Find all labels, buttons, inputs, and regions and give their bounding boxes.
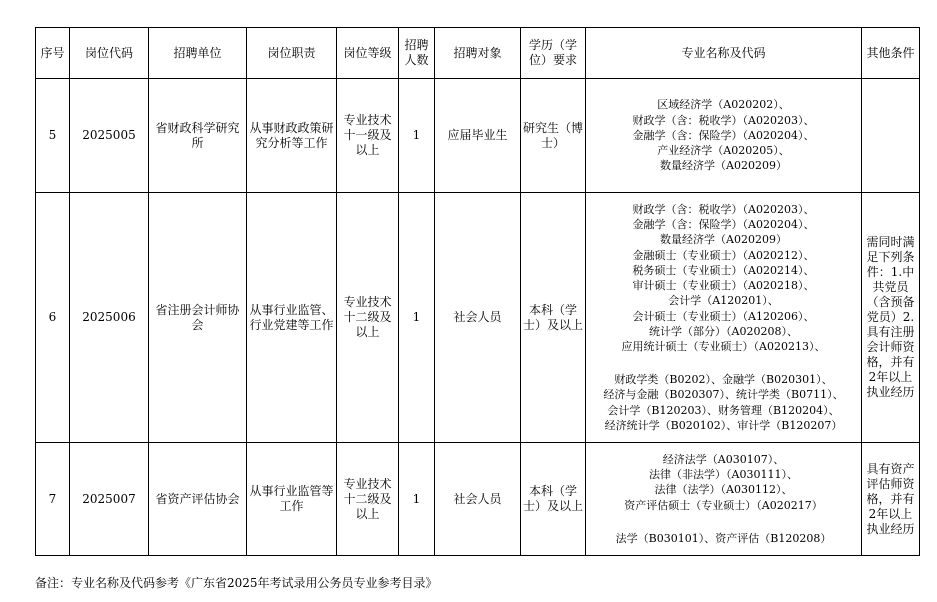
header-other: 其他条件	[862, 28, 920, 79]
major-item: 税务硕士（专业硕士）（A020214）、	[632, 263, 815, 277]
header-row	[36, 28, 920, 79]
major-item: 产业经济学（A020205）、	[657, 144, 790, 158]
cell-no: 5	[36, 79, 70, 193]
major-item: 会计硕士（专业硕士）（A120206）、	[632, 309, 815, 323]
cell-unit: 省注册会计师协会	[149, 193, 247, 443]
major-item: 会计学（A120201）、	[668, 294, 779, 308]
cell-target: 社会人员	[435, 193, 521, 443]
major-item: 审计硕士（专业硕士）（A020218）、	[632, 279, 815, 293]
cell-duty: 从事财政政策研究分析等工作	[247, 79, 337, 193]
major-item: 金融学（含：保险学）（A020204）、	[632, 128, 815, 142]
major-spacer	[588, 513, 859, 531]
cell-grade: 专业技术十二级及以上	[337, 193, 399, 443]
major-spacer	[588, 354, 859, 372]
major-item: 金融学（含：保险学）（A020204）、	[632, 218, 815, 232]
table-row	[36, 193, 920, 443]
major-item: 财政学类（B0202）、金融学（B020301）、	[614, 373, 833, 387]
cell-duty: 从事行业监管等工作	[247, 443, 337, 556]
header-count: 招聘人数	[399, 28, 435, 79]
cell-grade: 专业技术十二级及以上	[337, 443, 399, 556]
major-item: 资产评估硕士（专业硕士）（A020217）	[624, 498, 823, 512]
cell-grade: 专业技术十一级及以上	[337, 79, 399, 193]
major-item: 金融硕士（专业硕士）（A020212）、	[632, 248, 815, 262]
header-target: 招聘对象	[435, 28, 521, 79]
cell-majors	[586, 193, 862, 443]
table-row	[36, 79, 920, 193]
header-duty: 岗位职责	[247, 28, 337, 79]
major-item: 财政学（含：税收学）（A020203）、	[632, 203, 815, 217]
header-grade: 岗位等级	[337, 28, 399, 79]
major-item: 经济统计学（B020102）、审计学（B120207）	[604, 418, 843, 432]
cell-majors	[586, 79, 862, 193]
major-item: 法律（非法学）（A030111）、	[649, 468, 798, 482]
cell-no: 7	[36, 443, 70, 556]
cell-other	[862, 79, 920, 193]
header-unit: 招聘单位	[149, 28, 247, 79]
header-education: 学历（学位）要求	[521, 28, 586, 79]
cell-education: 本科（学士）及以上	[521, 443, 586, 556]
footnote: 备注：专业名称及代码参考《广东省2025年考试录用公务员专业参考目录》	[35, 576, 438, 590]
major-item: 法律（法学）（A030112）、	[654, 483, 793, 497]
cell-unit: 省财政科学研究所	[149, 79, 247, 193]
major-item: 法学（B030101）、资产评估（B120208）	[615, 531, 832, 545]
header-code: 岗位代码	[70, 28, 149, 79]
cell-no: 6	[36, 193, 70, 443]
cell-target: 社会人员	[435, 443, 521, 556]
major-item: 经济与金融（B020307）、统计学类（B0711）、	[603, 388, 844, 402]
major-item: 会计学（B120203）、财务管理（B120204）、	[607, 403, 840, 417]
cell-other: 具有资产评估师资格，并有2年以上执业经历	[862, 443, 920, 556]
cell-code: 2025005	[70, 79, 149, 193]
major-item: 经济法学（A030107）、	[662, 452, 785, 466]
cell-count: 1	[399, 193, 435, 443]
major-item: 应用统计硕士（专业硕士）（A020213）、	[621, 339, 826, 353]
major-item: 数量经济学（A020209）	[660, 159, 787, 173]
header-no: 序号	[36, 28, 70, 79]
cell-other: 需同时满足下列条件：1.中共党员（含预备党员）2.具有注册会计师资格，并有2年以上执业经历	[862, 193, 920, 443]
cell-target: 应届毕业生	[435, 79, 521, 193]
major-item: 区域经济学（A020202）、	[657, 98, 790, 112]
cell-duty: 从事行业监管、行业党建等工作	[247, 193, 337, 443]
cell-count: 1	[399, 79, 435, 193]
header-majors: 专业名称及代码	[586, 28, 862, 79]
cell-unit: 省资产评估协会	[149, 443, 247, 556]
table-row	[36, 443, 920, 556]
major-item: 统计学（部分）（A020208）、	[649, 324, 798, 338]
major-item: 财政学（含：税收学）（A020203）、	[632, 113, 815, 127]
cell-education: 研究生（博士）	[521, 79, 586, 193]
major-item: 数量经济学（A020209）	[660, 233, 787, 247]
cell-majors	[586, 443, 862, 556]
recruitment-table	[35, 27, 920, 556]
cell-education: 本科（学士）及以上	[521, 193, 586, 443]
cell-code: 2025006	[70, 193, 149, 443]
cell-code: 2025007	[70, 443, 149, 556]
cell-count: 1	[399, 443, 435, 556]
